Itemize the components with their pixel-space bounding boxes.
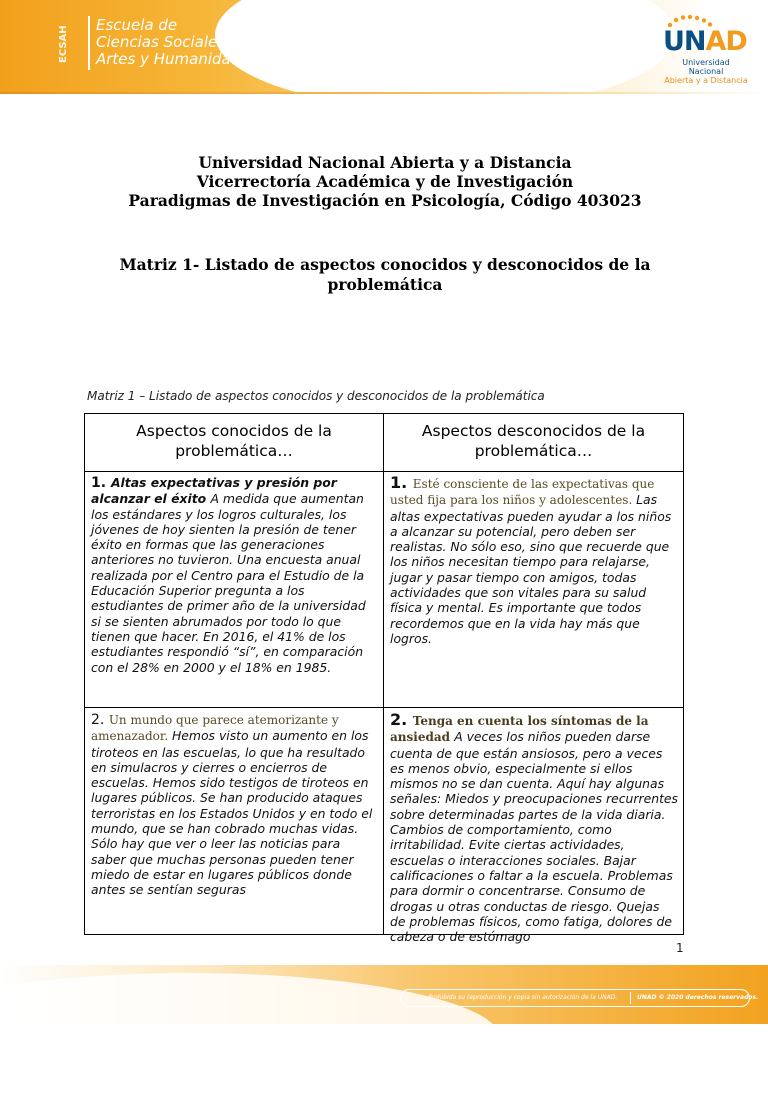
- unad-wordmark: [663, 26, 747, 57]
- item-lead: Tenga en cuenta los síntomas de la ansiedad: [390, 714, 649, 745]
- item-number: 2.: [91, 712, 109, 728]
- ecsah-logo: ECSAH: [58, 25, 69, 63]
- item-lead: Altas expectativas y presión por alcanzar el éxito: [91, 475, 337, 507]
- unad-sub-2: Abierta y a Distancia: [664, 76, 748, 85]
- unad-word-un: UN: [663, 26, 706, 57]
- item-lead: Un mundo que parece atemorizante y amenazador.: [91, 713, 339, 744]
- table-caption: Matriz 1 – Listado de aspectos conocidos y desconocidos de la problemática: [87, 389, 545, 403]
- unad-sub-1: Universidad Nacional: [682, 58, 730, 76]
- item-body: Hemos visto un aumento en los tiroteos en las escuelas, lo que ha resultado en simulacros y cierres o encierros de escuelas. Hemos sido testigos de tiroteos en lugares públicos. Se han producido ataques terroristas en los Estados Unidos y en todo el mundo, que se han cobrado muchas vidas. Sólo hay que ver o leer las noticias para saber que muchas personas pueden tener miedo de estar en lugares públicos donde antes se sentían seguras: [91, 728, 373, 898]
- document-titles: [60, 153, 710, 210]
- page-header: [0, 0, 768, 115]
- footer-rights: UNAD © 2020 derechos reservados.: [637, 994, 759, 1001]
- school-line-2: Ciencias Sociales: [96, 33, 226, 51]
- unad-word-ad: AD: [705, 26, 747, 57]
- table-row-2-known: [85, 708, 383, 934]
- unad-subtitle: [664, 58, 748, 85]
- item-lead: Esté consciente de las expectativas que usted fija para los niños y adolescentes.: [390, 477, 655, 508]
- page-footer: [0, 965, 768, 1024]
- school-line-3: Artes y Humanidades: [96, 50, 258, 68]
- title-university: Universidad Nacional Abierta y a Distancia: [198, 153, 572, 172]
- title-vicerrectoria: Vicerrectoría Académica y de Investigación: [196, 172, 574, 191]
- page-number: 1: [676, 941, 684, 955]
- header-rule: [0, 92, 768, 94]
- footer-separator: [630, 992, 631, 1004]
- item-number: 1.: [91, 475, 111, 491]
- matrix-title: Matriz 1- Listado de aspectos conocidos y desconocidos de la problemática: [119, 255, 651, 294]
- item-body: Las altas expectativas pueden ayudar a los niños a alcanzar su potencial, pero deben ser realistas. No sólo eso, sino que recuerde que los niños necesitan tiempo para relajarse, jugar y pasar tiempo con amigos, todas actividades que son vitales para su salud física y mental. Es importante que todos recordemos que en la vida hay más que logros.: [390, 492, 672, 646]
- header-unknown: Aspectos desconocidos de la problemática…: [421, 422, 646, 460]
- footer-copy-notice: Prohibida su reproducción y copia sin autorización de la UNAD.: [428, 994, 618, 1001]
- item-body: A medida que aumentan los estándares y los logros culturales, los jóvenes de hoy sienten la presión de tener éxito en formas que las generaciones anteriores no tuvieron. Una encuesta anual realizada por el Centro para el Estudio de la Educación Superior pregunta a los estudiantes de primer año de la universidad si se sienten abrumados por todo lo que tienen que hacer. En 2016, el 41% de los estudiantes respondió “sí”, en comparación con el 28% en 2000 y el 18% en 1985.: [91, 491, 366, 675]
- table-row-1-known: [85, 471, 383, 707]
- school-line-1: Escuela de: [96, 16, 178, 34]
- aspects-table: [84, 413, 684, 945]
- header-known: Aspectos conocidos de la problemática…: [136, 422, 332, 460]
- table-row-2-unknown: [384, 708, 683, 945]
- table-row-1-unknown: [384, 471, 683, 707]
- item-number: 2.: [390, 710, 413, 729]
- item-body: A veces los niños pueden darse cuenta de que están ansiosos, pero a veces es menos obvio, especialmente si ellos mismos no se dan cuenta. Aquí hay algunas señales: Miedos y preocupaciones recurrentes sobre determinadas partes de la vida diaria. Cambios de comportamiento, como irritabilidad. Evite ciertas actividades, escuelas o interacciones sociales. Bajar calificaciones o faltar a la escuela. Problemas para dormir o concentrarse. Consumo de drogas u otras conductas de riesgo. Quejas de problemas físicos, como fatiga, dolores de cabeza o de estómago: [390, 729, 679, 945]
- school-name: [96, 17, 257, 68]
- title-course: Paradigmas de Investigación en Psicología, Código 403023: [128, 191, 642, 210]
- logo-divider: [88, 16, 90, 70]
- item-number: 1.: [390, 473, 413, 492]
